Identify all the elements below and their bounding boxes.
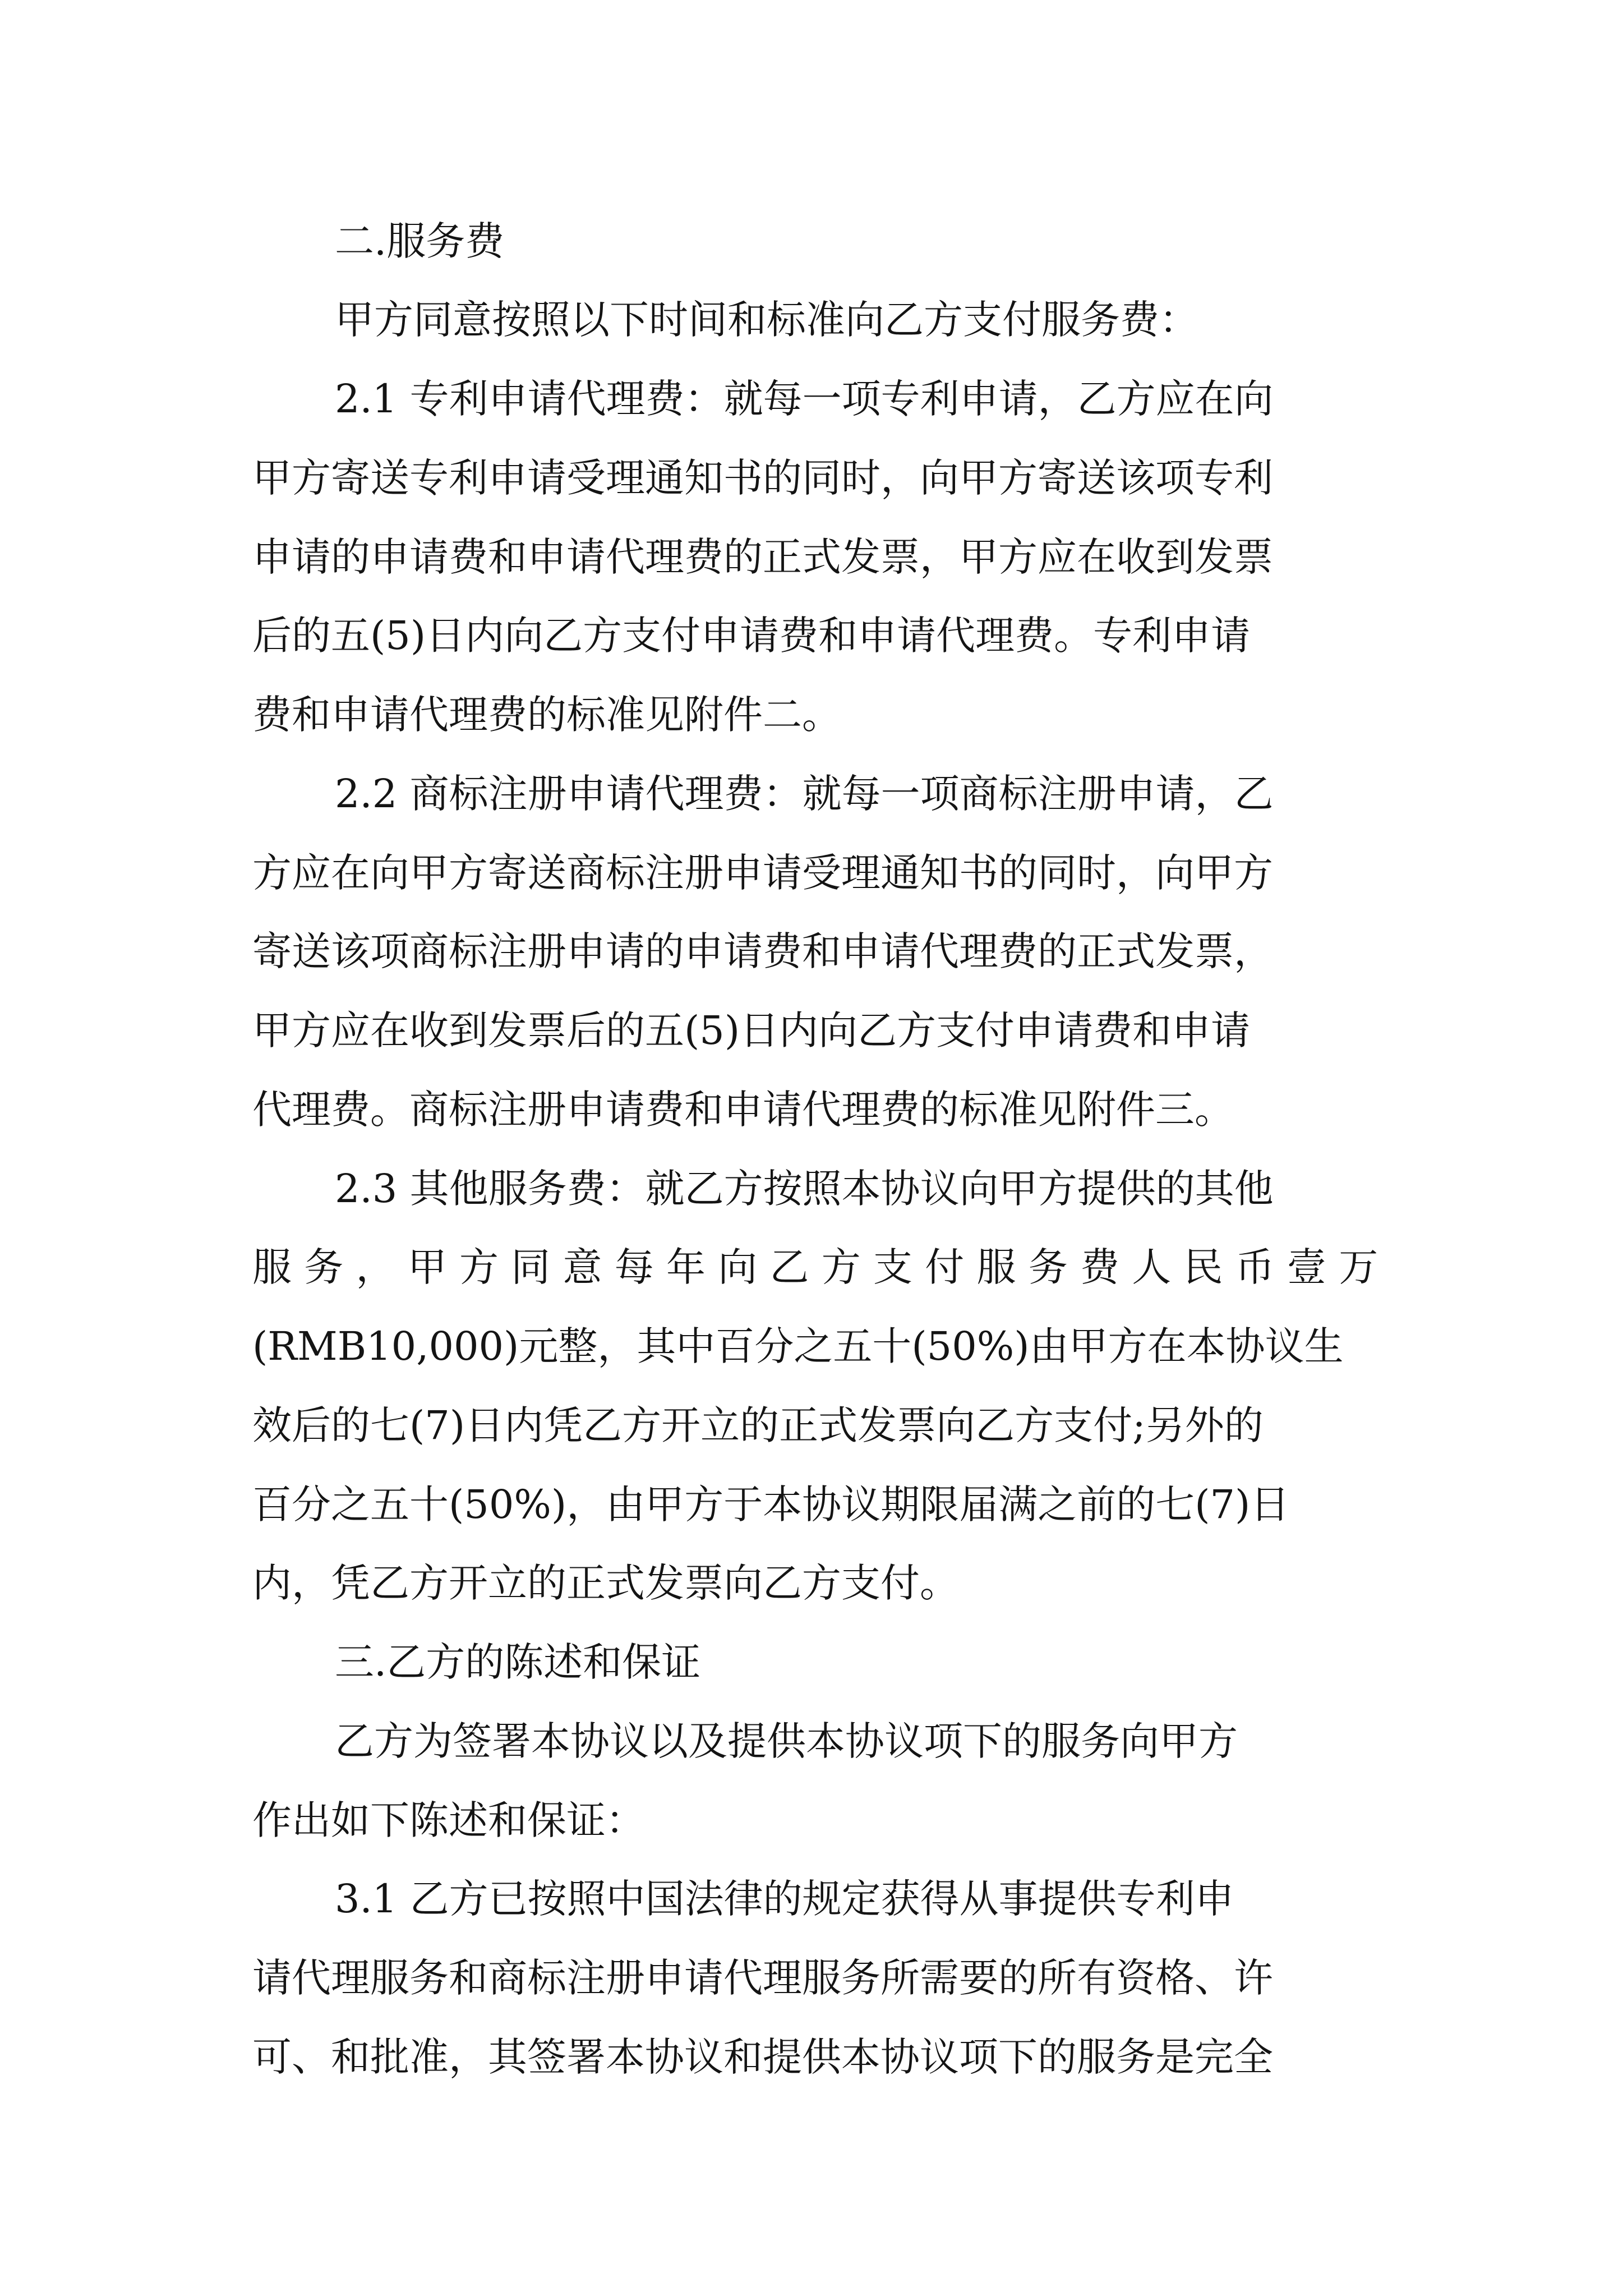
clause-2-1-line: 2.1 专利申请代理费：就每一项专利申请，乙方应在向: [335, 376, 1274, 422]
paragraph-line: 百分之五十(50%)，由甲方于本协议期限届满之前的七(7)日: [252, 1481, 1290, 1527]
paragraph-line: 费和申请代理费的标准见附件二。: [252, 692, 841, 738]
paragraph-line: 申请的申请费和申请代理费的正式发票，甲方应在收到发票: [252, 534, 1273, 580]
section-heading-service-fee: 二.服务费: [335, 218, 505, 264]
paragraph-line: 内，凭乙方开立的正式发票向乙方支付。: [252, 1560, 959, 1606]
paragraph-line: 甲方同意按照以下时间和标准向乙方支付服务费：: [335, 297, 1198, 343]
paragraph-line: 请代理服务和商标注册申请代理服务所需要的所有资格、许: [252, 1955, 1273, 2001]
clause-2-3-line: 2.3 其他服务费：就乙方按照本协议向甲方提供的其他: [335, 1166, 1274, 1212]
paragraph-line: 作出如下陈述和保证：: [252, 1797, 645, 1843]
paragraph-line: 方应在向甲方寄送商标注册申请受理通知书的同时，向甲方: [252, 850, 1273, 896]
paragraph-line: 代理费。商标注册申请费和申请代理费的标准见附件三。: [252, 1087, 1234, 1133]
section-heading-representations: 三.乙方的陈述和保证: [335, 1639, 701, 1685]
paragraph-line: 效后的七(7)日内凭乙方开立的正式发票向乙方支付;另外的: [252, 1402, 1264, 1448]
clause-3-1-line: 3.1 乙方已按照中国法律的规定获得从事提供专利申: [335, 1876, 1234, 1922]
paragraph-line: 后的五(5)日内向乙方支付申请费和申请代理费。专利申请: [252, 613, 1251, 659]
paragraph-line: 可、和批准，其签署本协议和提供本协议项下的服务是完全: [252, 2034, 1273, 2080]
paragraph-line: 甲方寄送专利申请受理通知书的同时，向甲方寄送该项专利: [252, 455, 1273, 501]
paragraph-line: (RMB10,000)元整，其中百分之五十(50%)由甲方在本协议生: [252, 1323, 1344, 1369]
paragraph-line: 甲方应在收到发票后的五(5)日内向乙方支付申请费和申请: [252, 1007, 1251, 1053]
clause-2-2-line: 2.2 商标注册申请代理费：就每一项商标注册申请，乙: [335, 771, 1274, 817]
paragraph-line: 寄送该项商标注册申请的申请费和申请代理费的正式发票，: [252, 928, 1273, 974]
paragraph-line: 乙方为签署本协议以及提供本协议项下的服务向甲方: [335, 1718, 1238, 1764]
paragraph-line: 服 务 ， 甲 方 同 意 每 年 向 乙 方 支 付 服 务 费 人 民 币 壹 万: [252, 1244, 1378, 1290]
